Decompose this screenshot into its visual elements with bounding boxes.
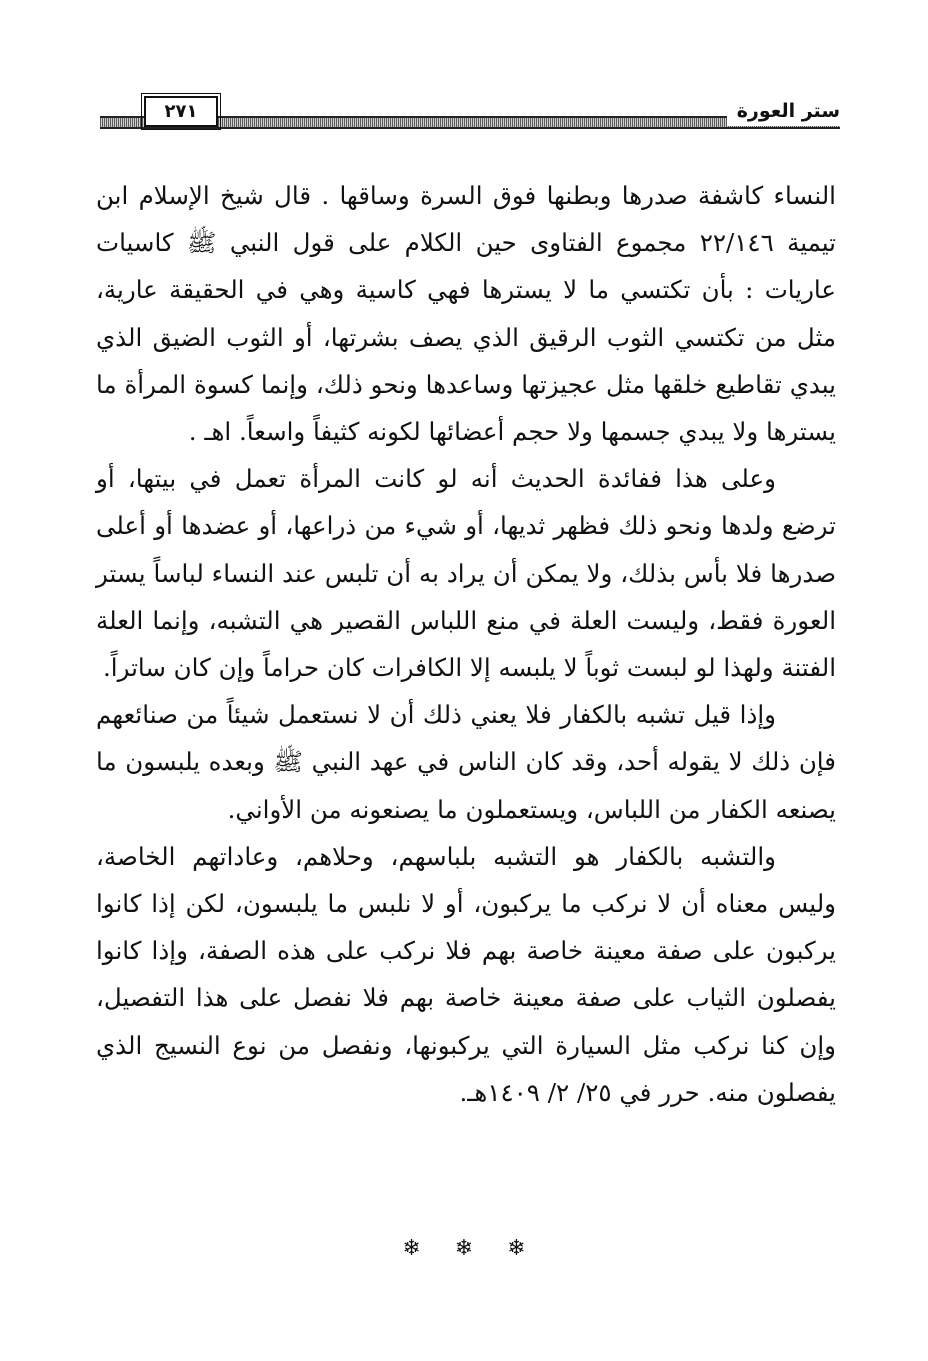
page-header: [100, 96, 840, 136]
paragraph-2: وعلى هذا ففائدة الحديث أنه لو كانت المرأة تعمل في بيتها، أو ترضع ولدها ونحو ذلك فظهر ثديها، أو شيء من ذراعها، أو عضدها أو أعلى صدرها فلا بأس بذلك، ولا يمكن أن يراد به أن تلبس عند النساء لباساً يستر العورة فقط، وليست العلة في منع اللباس القصير هي التشبه، وإنما العلة الفتنة ولهذا لو لبست ثوباً لا يلبسه إلا الكافرات كان حراماً وإن كان ساتراً.: [96, 464, 836, 683]
main-text: [96, 172, 836, 1116]
paragraph-4: والتشبه بالكفار هو التشبه بلباسهم، وحلاهم، وعاداتهم الخاصة، وليس معناه أن لا نركب ما يركبون، أو لا نلبس ما يلبسون، لكن إذا كانوا يركبون على صفة معينة خاصة بهم فلا نركب على هذه الصفة، وإذا كانوا يفصلون الثياب على صفة معينة خاصة بهم فلا نفصل على هذا التفصيل، وإن كنا نركب مثل السيارة التي يركبونها، ونفصل من نوع النسيج الذي يفصلون منه. حرر في ٢٥/ ٢/ ١٤٠٩هـ.: [96, 841, 836, 1107]
paragraph-1: النساء كاشفة صدرها وبطنها فوق السرة وساقها . قال شيخ الإسلام ابن تيمية ٢٢/١٤٦ مجموع الفتاوى حين الكلام على قول النبي ﷺ كاسيات عاريات : بأن تكتسي ما لا يسترها فهي كاسية وهي في الحقيقة عارية، مثل من تكتسي الثوب الرقيق الذي يصف بشرتها، أو الثوب الضيق الذي يبدي تقاطيع خلقها مثل عجيزتها وساعدها ونحو ذلك، وإنما كسوة المرأة ما يسترها ولا يبدي جسمها ولا حجم أعضائها لكونه كثيفاً واسعاً. اهـ .: [96, 181, 836, 447]
paragraph-3: وإذا قيل تشبه بالكفار فلا يعني ذلك أن لا نستعمل شيئاً من صنائعهم فإن ذلك لا يقوله أحد، وقد كان الناس في عهد النبي ﷺ وبعده يلبسون ما يصنعه الكفار من اللباس، ويستعملون ما يصنعونه من الأواني.: [96, 700, 836, 824]
section-end-ornament: ❄❄❄: [402, 1236, 560, 1261]
page-number: ٢٧١: [144, 96, 218, 127]
running-title: ستر العورة: [727, 96, 840, 126]
